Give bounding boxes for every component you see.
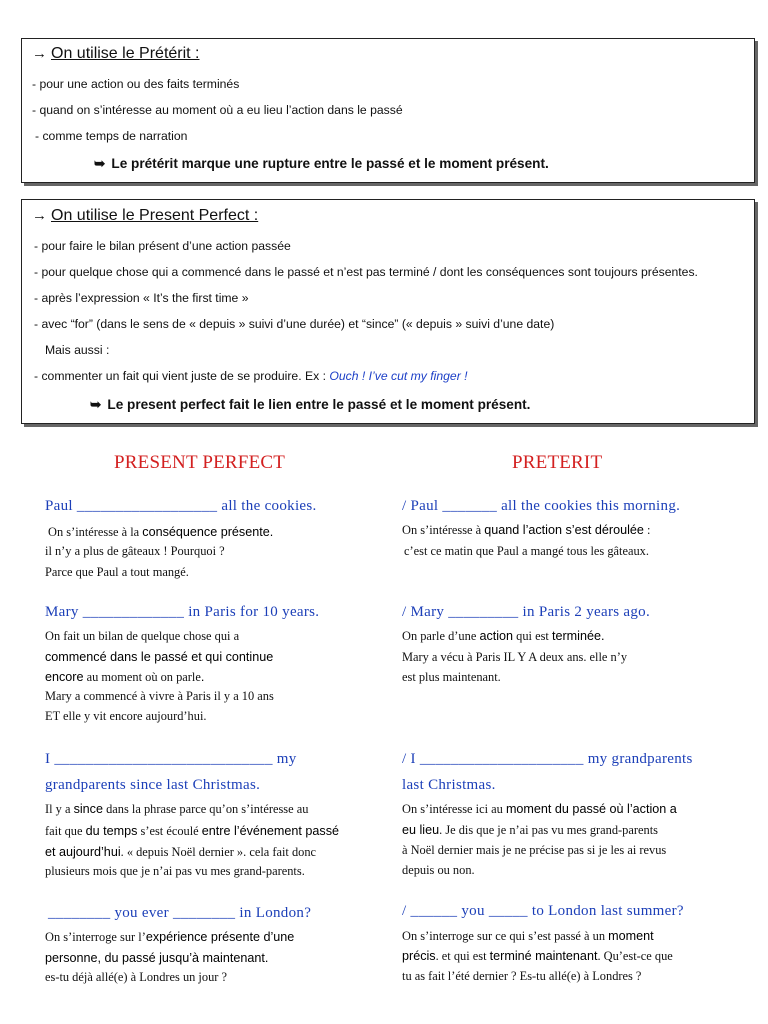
- curved-arrow-icon: ➥: [94, 156, 106, 171]
- preterit-rules-box: [21, 38, 755, 183]
- explanation-line: Il y a since dans la phrase parce qu’on s’intéresse au: [45, 802, 309, 816]
- explanation-line: Mary a vécu à Paris IL Y A deux ans. elle n’y: [402, 650, 628, 664]
- explanation-line: il n’y a plus de gâteaux ! Pourquoi ?: [45, 544, 225, 558]
- explanation-line: commencé dans le passé et qui continue: [45, 650, 274, 664]
- preterit-conclusion: ➥ Le prétérit marque une rupture entre le passé et le moment présent.: [94, 156, 549, 171]
- explanation-line: c’est ce matin que Paul a mangé tous les gâteaux.: [404, 544, 649, 558]
- exercise-sentence: / ______ you _____ to London last summer?: [402, 903, 684, 919]
- exercise-sentence: Paul __________________ all the cookies.: [45, 498, 317, 514]
- rule-line: - après l’expression « It’s the first time »: [34, 291, 249, 305]
- exercise-sentence: Mary _____________ in Paris for 10 years.: [45, 604, 320, 620]
- explanation-line: personne, du passé jusqu’à maintenant.: [45, 951, 269, 965]
- explanation-line: On parle d’une action qui est terminée.: [402, 629, 605, 643]
- curved-arrow-icon: ➥: [90, 397, 102, 412]
- rule-line: - quand on s’intéresse au moment où a eu lieu l’action dans le passé: [32, 103, 403, 117]
- explanation-line: Parce que Paul a tout mangé.: [45, 565, 189, 579]
- rule-line: - pour faire le bilan présent d’une action passée: [34, 239, 291, 253]
- explanation-line: depuis ou non.: [402, 863, 475, 877]
- explanation-line: On s’intéresse à quand l’action s’est déroulée :: [402, 523, 651, 537]
- explanation-line: es-tu déjà allé(e) à Londres un jour ?: [45, 970, 227, 984]
- preterit-rules-title: → On utilise le Prétérit :: [32, 45, 200, 62]
- explanation-line: eu lieu. Je dis que je n’ai pas vu mes grand-parents: [402, 823, 658, 837]
- exercise-sentence: I ____________________________ my: [45, 751, 297, 767]
- exercise-sentence: ________ you ever ________ in London?: [48, 905, 312, 921]
- exercise-sentence: last Christmas.: [402, 777, 496, 793]
- rule-line: - pour une action ou des faits terminés: [32, 77, 240, 91]
- present-perfect-conclusion: ➥ Le present perfect fait le lien entre le passé et le moment présent.: [90, 397, 531, 412]
- preterit-heading: PRETERIT: [512, 452, 603, 473]
- explanation-line: fait que du temps s’est écoulé entre l’événement passé: [45, 824, 340, 838]
- rule-line: - avec “for” (dans le sens de « depuis » suivi d’une durée) et “since” (« depuis » suivi d’une date): [34, 317, 555, 331]
- exercise-sentence: / I _____________________ my grandparents: [402, 751, 693, 767]
- rule-line: - pour quelque chose qui a commencé dans le passé et n’est pas terminé / dont les conséquences sont toujours présentes.: [34, 265, 698, 279]
- explanation-line: encore au moment où on parle.: [45, 670, 205, 684]
- explanation-line: ET elle y vit encore aujourd’hui.: [45, 709, 207, 723]
- explanation-line: On s’intéresse ici au moment du passé où l’action a: [402, 802, 677, 816]
- explanation-line: est plus maintenant.: [402, 670, 501, 684]
- exercise-sentence: grandparents since last Christmas.: [45, 777, 261, 793]
- arrow-right-icon: →: [32, 207, 47, 224]
- explanation-line: et aujourd’hui. « depuis Noël dernier ». cela fait donc: [45, 845, 317, 859]
- explanation-line: On s’interroge sur ce qui s’est passé à un moment: [402, 929, 654, 943]
- explanation-line: On fait un bilan de quelque chose qui a: [45, 629, 240, 643]
- present-perfect-rules-title: → On utilise le Present Perfect :: [32, 207, 259, 224]
- explanation-line: précis. et qui est terminé maintenant. Qu’est-ce que: [402, 949, 673, 963]
- explanation-line: à Noël dernier mais je ne précise pas si je les ai revus: [402, 843, 667, 857]
- rule-line: - comme temps de narration: [35, 129, 188, 143]
- example-phrase: Ouch ! I’ve cut my finger !: [329, 369, 468, 383]
- exercise-sentence: / Mary _________ in Paris 2 years ago.: [402, 604, 651, 620]
- arrow-right-icon: →: [32, 45, 47, 62]
- explanation-line: tu as fait l’été dernier ? Es-tu allé(e) à Londres ?: [402, 969, 642, 983]
- present-perfect-rules-box: [21, 199, 755, 424]
- explanation-line: Mary a commencé à vivre à Paris il y a 10 ans: [45, 689, 274, 703]
- explanation-line: On s’interroge sur l’expérience présente d’une: [45, 930, 295, 944]
- present-perfect-heading: PRESENT PERFECT: [114, 452, 286, 473]
- explanation-line: On s’intéresse à la conséquence présente.: [48, 525, 274, 539]
- rule-line: Mais aussi :: [45, 343, 110, 357]
- exercise-sentence: / Paul _______ all the cookies this morning.: [402, 498, 681, 514]
- rule-line: - commenter un fait qui vient juste de se produire. Ex : Ouch ! I’ve cut my finger !: [34, 369, 468, 383]
- explanation-line: plusieurs mois que je n’ai pas vu mes grand-parents.: [45, 864, 305, 878]
